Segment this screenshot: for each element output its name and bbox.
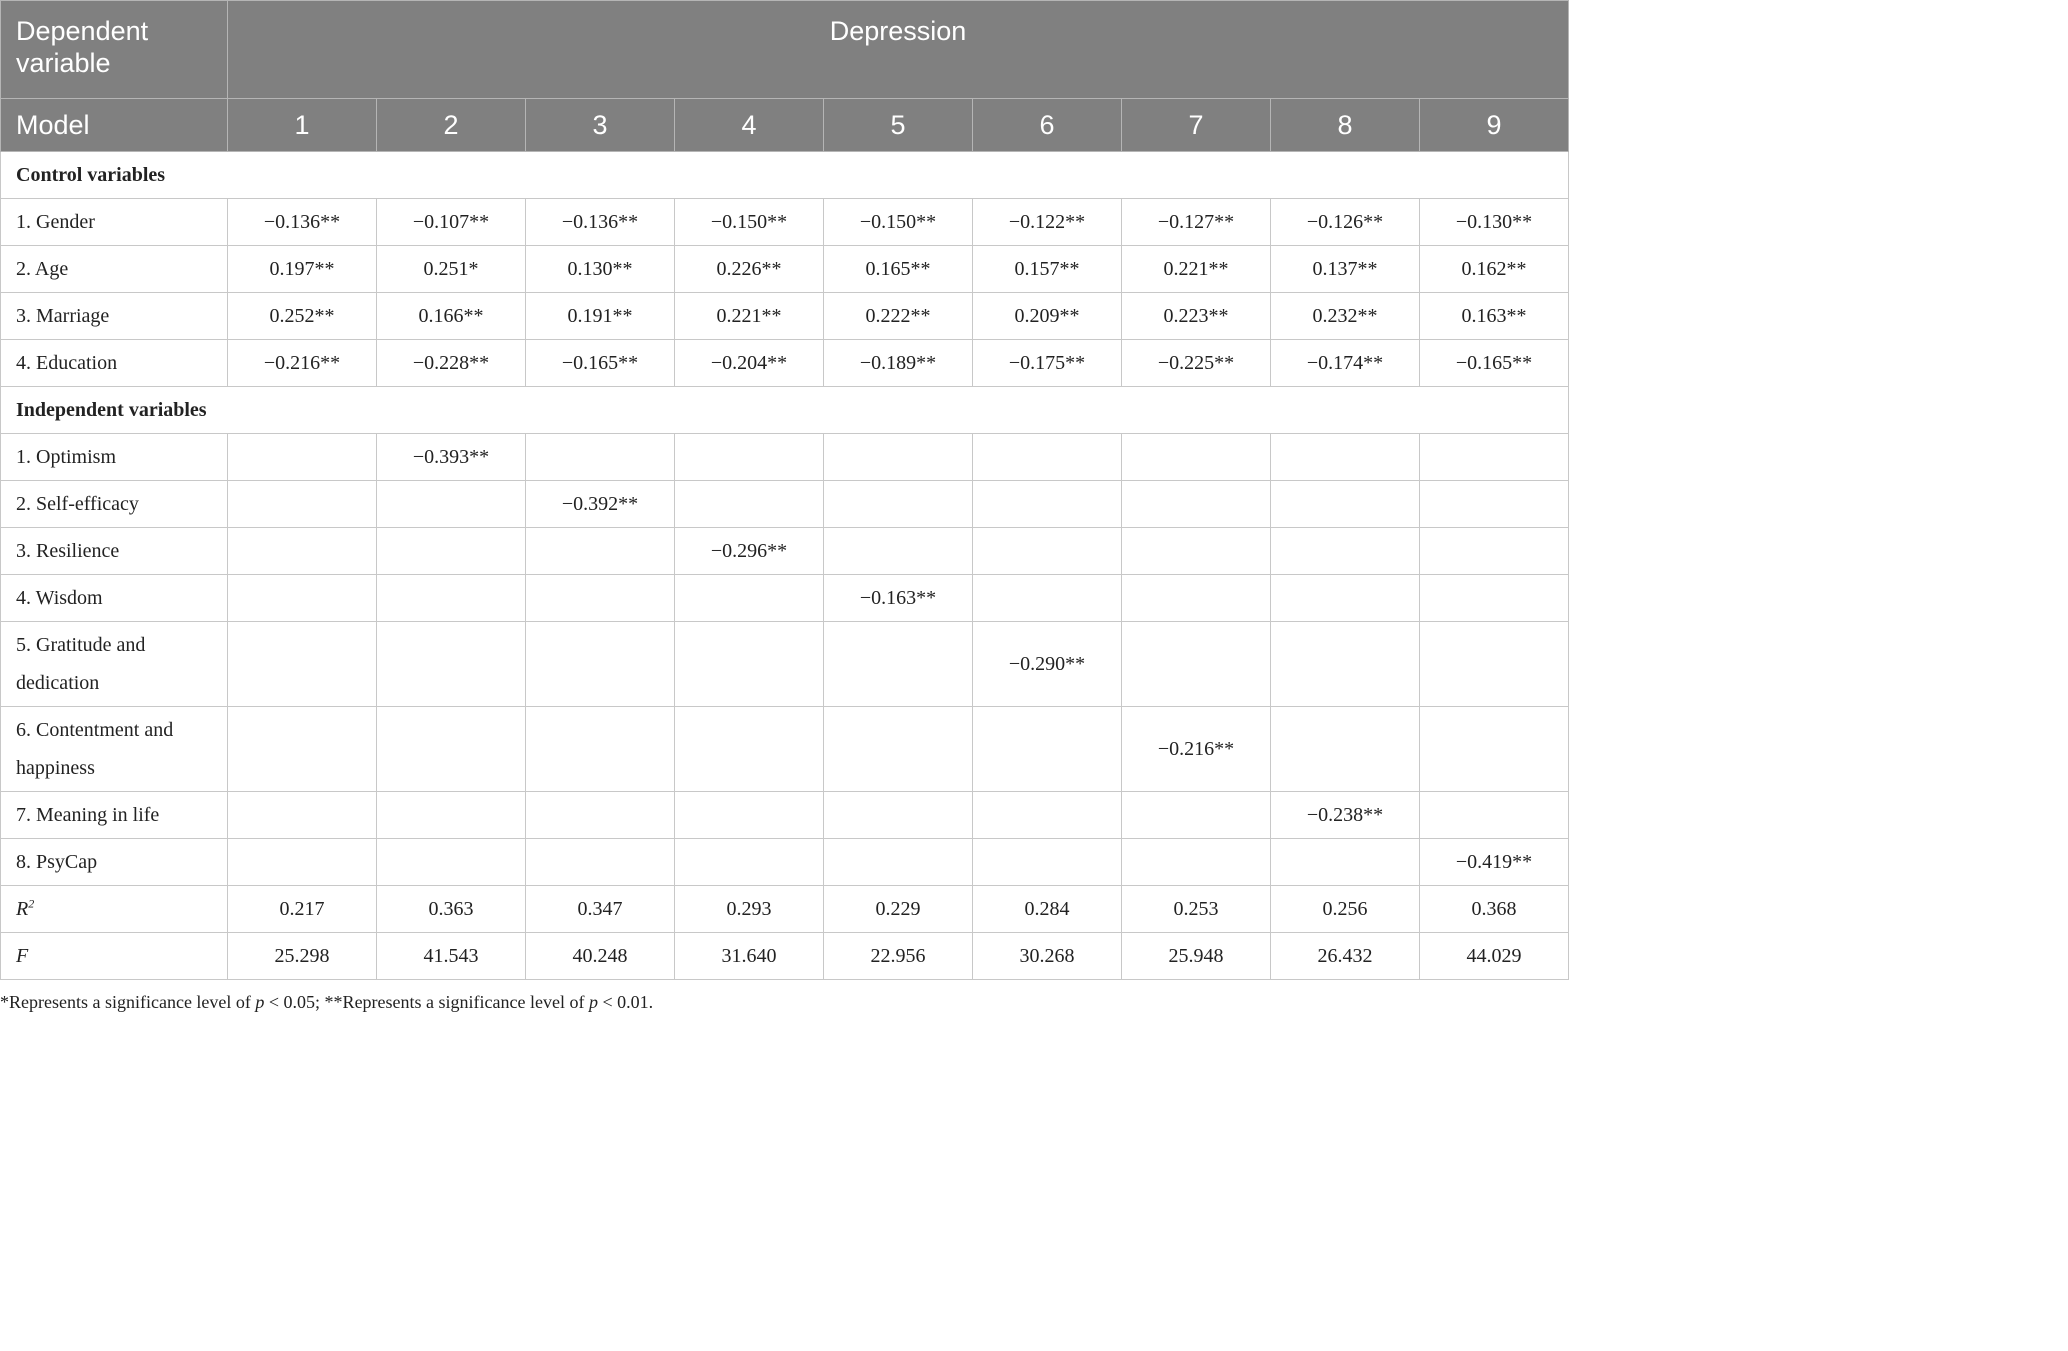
table-cell: 0.157** [973,246,1122,293]
table-cell [1271,434,1420,481]
footnote-text: < 0.01. [597,992,654,1012]
table-cell: 40.248 [526,933,675,980]
table-cell [675,792,824,839]
section-title-independent: Independent variables [1,387,1569,434]
table-cell: 0.217 [228,886,377,933]
table-cell [675,434,824,481]
table-cell [973,575,1122,622]
table-cell [973,528,1122,575]
table-row [1,575,1569,622]
table-cell [1122,575,1271,622]
table-cell [1271,528,1420,575]
table-cell [973,839,1122,886]
table-cell: 31.640 [675,933,824,980]
table-cell: 44.029 [1420,933,1569,980]
table-cell: −0.419** [1420,839,1569,886]
table-cell [526,622,675,707]
table-row-r-squared [1,886,1569,933]
table-cell: −0.107** [377,199,526,246]
table-cell: −0.136** [526,199,675,246]
table-cell: −0.165** [1420,340,1569,387]
table-cell: −0.136** [228,199,377,246]
table-cell [526,575,675,622]
table-cell: −0.122** [973,199,1122,246]
table-cell: −0.189** [824,340,973,387]
table-cell: −0.174** [1271,340,1420,387]
table-cell [1122,481,1271,528]
table-cell [1122,434,1271,481]
table-cell: −0.296** [675,528,824,575]
table-cell [526,707,675,792]
table-cell: 0.226** [675,246,824,293]
table-cell [228,622,377,707]
table-cell [1420,707,1569,792]
section-title-control: Control variables [1,152,1569,199]
table-cell: 0.222** [824,293,973,340]
table-cell: 0.251* [377,246,526,293]
model-number: 1 [228,99,377,152]
model-number: 5 [824,99,973,152]
section-row-independent [1,387,1569,434]
row-label: 7. Meaning in life [1,792,228,839]
table-cell [377,839,526,886]
model-number: 8 [1271,99,1420,152]
table-cell [824,622,973,707]
table-cell [377,575,526,622]
table-cell: −0.216** [228,340,377,387]
table-cell [1271,575,1420,622]
table-cell [1420,434,1569,481]
table-cell: 0.209** [973,293,1122,340]
table-cell [675,622,824,707]
table-cell [526,839,675,886]
dependent-variable-label: Dependent variable [1,1,228,99]
table-cell: −0.165** [526,340,675,387]
row-label [1,886,228,933]
table-cell: 0.221** [1122,246,1271,293]
table-header [1,1,1569,152]
table-cell [377,707,526,792]
table-cell: 0.293 [675,886,824,933]
table-cell: 0.256 [1271,886,1420,933]
row-label: 4. Wisdom [1,575,228,622]
table-cell [973,792,1122,839]
table-cell [1420,792,1569,839]
table-cell [1420,481,1569,528]
row-label: 2. Age [1,246,228,293]
dependent-variable-value: Depression [228,1,1569,99]
row-label: 1. Gender [1,199,228,246]
r-squared-label: R [16,898,29,920]
table-cell [675,839,824,886]
table-cell: −0.204** [675,340,824,387]
table-cell: −0.150** [675,199,824,246]
table-cell: 0.221** [675,293,824,340]
table-cell: 0.165** [824,246,973,293]
table-cell [526,434,675,481]
table-cell: 0.162** [1420,246,1569,293]
table-cell: 0.252** [228,293,377,340]
table-cell [1122,792,1271,839]
table-cell [1122,528,1271,575]
superscript: 2 [28,896,35,911]
section-row-control [1,152,1569,199]
model-number: 6 [973,99,1122,152]
table-cell: −0.175** [973,340,1122,387]
table-row [1,839,1569,886]
table-cell [228,707,377,792]
table-cell: 0.191** [526,293,675,340]
footnote-text: *Represents a significance level of [0,992,256,1012]
table-cell [377,622,526,707]
footnote-text: < 0.05; **Represents a significance level of [264,992,589,1012]
table-cell: −0.127** [1122,199,1271,246]
table-cell: 25.298 [228,933,377,980]
table-cell [675,481,824,528]
table-cell: 0.232** [1271,293,1420,340]
table-row [1,792,1569,839]
table-cell: −0.392** [526,481,675,528]
table-row [1,246,1569,293]
table-footnote [0,992,1568,1013]
row-label: 6. Contentment and happiness [1,707,228,792]
table-cell [824,792,973,839]
table-cell: 0.368 [1420,886,1569,933]
header-row-model [1,99,1569,152]
table-cell [1271,839,1420,886]
table-cell [228,792,377,839]
model-number: 4 [675,99,824,152]
table-cell [228,528,377,575]
table-cell [1122,622,1271,707]
table-cell [973,707,1122,792]
table-row [1,528,1569,575]
table-cell: −0.126** [1271,199,1420,246]
table-cell [824,434,973,481]
table-cell [228,839,377,886]
model-number: 3 [526,99,675,152]
table-cell: −0.393** [377,434,526,481]
table-cell: 22.956 [824,933,973,980]
footnote-p: p [588,992,598,1012]
table-cell [526,528,675,575]
table-cell: −0.216** [1122,707,1271,792]
table-cell [824,528,973,575]
table-cell: 0.347 [526,886,675,933]
table-cell: 0.363 [377,886,526,933]
table-cell [1420,622,1569,707]
table-cell: −0.130** [1420,199,1569,246]
table-cell: 25.948 [1122,933,1271,980]
table-cell [824,839,973,886]
table-cell [1122,839,1271,886]
table-cell [1420,528,1569,575]
table-row [1,622,1569,707]
table-cell: −0.163** [824,575,973,622]
table-row [1,481,1569,528]
row-label: 2. Self-efficacy [1,481,228,528]
model-number: 9 [1420,99,1569,152]
table-row [1,293,1569,340]
table-cell: 0.223** [1122,293,1271,340]
table-cell [377,792,526,839]
row-label: 5. Gratitude and dedication [1,622,228,707]
table-cell: 0.130** [526,246,675,293]
table-row-f [1,933,1569,980]
table-cell: 26.432 [1271,933,1420,980]
table-cell: 0.166** [377,293,526,340]
table-cell: 0.253 [1122,886,1271,933]
row-label: 1. Optimism [1,434,228,481]
model-number: 2 [377,99,526,152]
table-cell [973,481,1122,528]
table-cell [1271,707,1420,792]
row-label: 3. Resilience [1,528,228,575]
table-cell [973,434,1122,481]
model-number: 7 [1122,99,1271,152]
table-row [1,199,1569,246]
table-cell: −0.238** [1271,792,1420,839]
table-body [1,152,1569,980]
table-cell: 0.284 [973,886,1122,933]
row-label: 3. Marriage [1,293,228,340]
table-cell [1271,481,1420,528]
table-cell: −0.228** [377,340,526,387]
table-cell [1271,622,1420,707]
table-cell [377,528,526,575]
table-cell [824,707,973,792]
table-cell: −0.290** [973,622,1122,707]
table-cell [675,707,824,792]
table-cell: 0.229 [824,886,973,933]
table-cell: 0.197** [228,246,377,293]
table-cell [824,481,973,528]
model-label: Model [1,99,228,152]
table-cell [526,792,675,839]
table-cell [377,481,526,528]
table-row [1,434,1569,481]
header-row-dependent [1,1,1569,99]
table-row [1,340,1569,387]
table-cell: −0.150** [824,199,973,246]
table-cell: 0.137** [1271,246,1420,293]
table-cell: 0.163** [1420,293,1569,340]
footnote-p: p [255,992,265,1012]
table-row [1,707,1569,792]
table-cell: 30.268 [973,933,1122,980]
row-label: F [1,933,228,980]
table-cell [675,575,824,622]
table-cell [228,575,377,622]
row-label: 4. Education [1,340,228,387]
table-cell [228,481,377,528]
table-cell [228,434,377,481]
row-label: 8. PsyCap [1,839,228,886]
table-cell: 41.543 [377,933,526,980]
table-cell: −0.225** [1122,340,1271,387]
table-cell [1420,575,1569,622]
